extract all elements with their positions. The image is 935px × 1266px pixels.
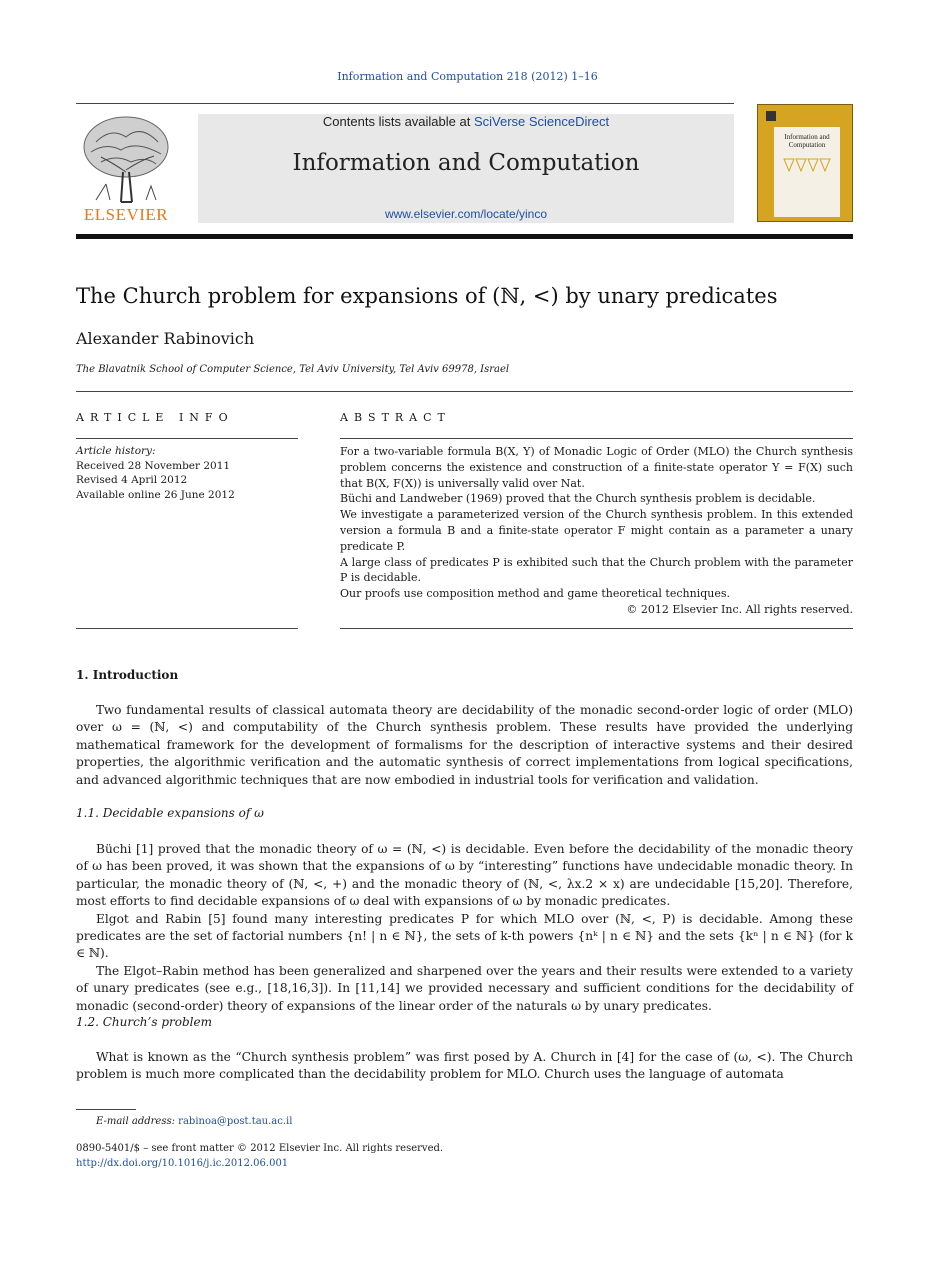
cover-panel	[774, 127, 840, 217]
elsevier-mini-logo-icon	[766, 111, 776, 121]
subsection-heading-church-problem: 1.2. Church’s problem	[76, 1015, 212, 1029]
subsection-heading-decidable-expansions: 1.1. Decidable expansions of ω	[76, 806, 264, 820]
body-paragraph: Büchi [1] proved that the monadic theory of ω = (ℕ, <) is decidable. Even before the decidability of the monadic theory of ω has been proved, it was shown that the expansions of ω by “interesting” functions have undecidable monadic theory. In particular, the monadic theory of (ℕ, <, +) and the monadic theory of (ℕ, <, λx.2 × x) are undecidable [15,20]. Therefore, most efforts to find decidable expansions of ω deal with expansions of ω by monadic predicates.	[76, 842, 853, 909]
body-paragraph: The Elgot–Rabin method has been generalized and sharpened over the years and their results were extended to a variety of unary predicates (see e.g., [18,16,3]). In [11,14] we provided necessary and sufficient conditions for the decidability of monadic (second-order) theory of expansions of the linear order of the naturals ω by unary predicates.	[76, 963, 853, 1013]
author-affiliation: The Blavatnik School of Computer Science, Tel Aviv University, Tel Aviv 69978, Israel	[76, 364, 510, 375]
abstract-paragraph: For a two-variable formula B(X, Y) of Monadic Logic of Order (MLO) the Church synthesis problem concerns the existence and construction of a finite-state operator Y = F(X) such that B(X, F(X)) is universally valid over Nat.	[340, 445, 853, 490]
article-history	[76, 444, 298, 502]
journal-cover-thumbnail	[757, 104, 853, 222]
sciencedirect-link[interactable]: SciVerse ScienceDirect	[473, 114, 610, 129]
journal-title: Information and Computation	[292, 150, 640, 176]
contents-prefix: Contents lists available at	[322, 114, 474, 129]
body-paragraph: What is known as the “Church synthesis problem” was first posed by A. Church in [4] for the case of (ω, <). The Church problem is much more complicated than the decidability problem for MLO. Church uses the language of automata	[76, 1050, 853, 1082]
journal-url-link[interactable]: www.elsevier.com/locate/yinco	[384, 207, 548, 221]
abstract-heading: ABSTRACT	[340, 411, 451, 424]
info-rule-top	[76, 438, 298, 439]
article-info-heading: ARTICLE INFO	[76, 411, 234, 424]
cover-ornament-icon	[782, 157, 832, 177]
footnote-email	[96, 1116, 292, 1127]
abstract-paragraph: We investigate a parameterized version of the Church synthesis problem. In this extended version a formula B and a finite-state operator F might contain as a parameter a unary predicate P.	[340, 508, 853, 553]
subsection-body-church-problem	[76, 1049, 853, 1084]
history-label: Article history:	[76, 445, 156, 457]
subsection-body-decidable-expansions	[76, 841, 853, 1015]
footnote-rule	[76, 1109, 136, 1110]
online-date: Available online 26 June 2012	[76, 488, 235, 501]
info-rule-bottom	[76, 628, 298, 629]
contents-line	[198, 114, 734, 129]
abstract-copyright: © 2012 Elsevier Inc. All rights reserved.	[626, 602, 853, 616]
abstract-paragraph: Büchi and Landweber (1969) proved that the Church synthesis problem is decidable.	[340, 492, 816, 506]
section-heading-introduction: 1. Introduction	[76, 668, 179, 682]
received-date: Received 28 November 2011	[76, 459, 231, 472]
issn-line: 0890-5401/$ – see front matter © 2012 Elsevier Inc. All rights reserved.	[76, 1143, 444, 1154]
abstract-paragraph: A large class of predicates P is exhibited such that the Church problem with the parameter P is decidable.	[340, 555, 853, 585]
header-divider	[76, 103, 734, 104]
title-divider	[76, 391, 853, 392]
cover-title: Information and Computation	[784, 133, 830, 149]
abstract-rule-top	[340, 438, 853, 439]
abstract-paragraph: Our proofs use composition method and game theoretical techniques.	[340, 587, 730, 601]
revised-date: Revised 4 April 2012	[76, 474, 188, 486]
doi-link[interactable]: http://dx.doi.org/10.1016/j.ic.2012.06.001	[76, 1158, 289, 1169]
header-thick-rule	[76, 234, 853, 239]
body-paragraph: Elgot and Rabin [5] found many interesting predicates P for which MLO over (ℕ, <, P) is decidable. Among these predicates are the set of factorial numbers {n! | n ∈ ℕ}, the sets of k-th powers {nᵏ | n ∈ ℕ} and the sets {kⁿ | n ∈ ℕ} (for k ∈ ℕ).	[76, 911, 853, 961]
introduction-body	[76, 702, 853, 789]
paper-title: The Church problem for expansions of (ℕ, <) by unary predicates	[76, 284, 778, 308]
author-name: Alexander Rabinovich	[76, 329, 255, 348]
email-label: E-mail address:	[96, 1116, 175, 1127]
journal-citation[interactable]: Information and Computation 218 (2012) 1–16	[337, 70, 598, 83]
elsevier-wordmark: ELSEVIER	[83, 205, 169, 224]
body-paragraph: Two fundamental results of classical automata theory are decidability of the monadic second-order logic of order (MLO) over ω = (ℕ, <) and computability of the Church synthesis problem. These results have provided the underlying mathematical framework for the development of formalisms for the description of interactive systems and their desired properties, the algorithmic verification and the automatic synthesis of correct implementations from logical specifications, and advanced algorithmic techniques that are now embodied in industrial tools for verification and validation.	[76, 703, 853, 787]
abstract-body	[340, 444, 853, 618]
email-link[interactable]: rabinoa@post.tau.ac.il	[178, 1116, 293, 1127]
abstract-rule-bottom	[340, 628, 853, 629]
